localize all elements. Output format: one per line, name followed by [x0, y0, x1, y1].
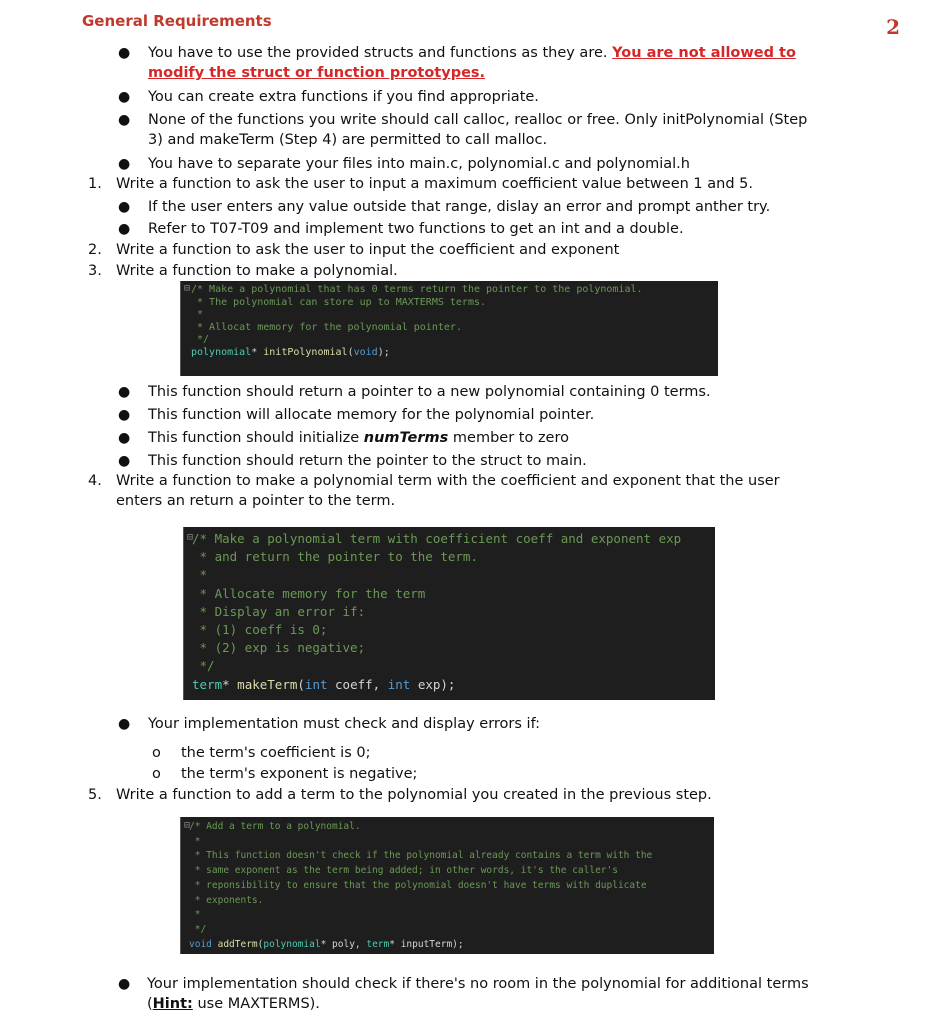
hint-text: use MAXTERMS).: [192, 996, 320, 1012]
code-keyword: void: [189, 938, 212, 950]
bullet-icon: ●: [118, 976, 131, 992]
code-param: * poly,: [320, 938, 367, 950]
bullet-icon: ●: [118, 407, 131, 423]
code-param: exp);: [410, 676, 456, 692]
step4-sub-2: the term's exponent is negative;: [181, 766, 418, 782]
step3-number: 3.: [88, 263, 102, 279]
section-heading: General Requirements: [82, 12, 272, 30]
code-comment-line: /* Add a term to a polynomial.: [189, 821, 361, 832]
code-comment-line: */: [189, 923, 207, 935]
general-item-1-text: You have to use the provided structs and functions as they are.: [148, 45, 613, 61]
code-return-type: polynomial: [191, 346, 252, 358]
step1-number: 1.: [88, 176, 102, 192]
step2-number: 2.: [88, 242, 102, 258]
code-comment-line: * exponents.: [189, 894, 264, 906]
code-comment-line: /* Make a polynomial that has 0 terms return the pointer to the polynomial.: [191, 284, 643, 295]
code-param: * inputTerm);: [389, 938, 464, 950]
code-comment-line: * and return the pointer to the term.: [192, 549, 478, 565]
code-keyword: int: [304, 676, 328, 692]
code-comment-line: * Display an error if:: [192, 603, 366, 619]
step4-line-2: enters an return a pointer to the term.: [116, 493, 396, 509]
step3-bullet-4: This function should return the pointer to the struct to main.: [148, 453, 587, 469]
code-block-make-term: [183, 527, 715, 700]
code-function-name: makeTerm: [237, 676, 298, 692]
hint-label: Hint:: [152, 996, 193, 1012]
code-param-type: term: [366, 938, 390, 950]
bullet-icon: ●: [118, 716, 131, 732]
code-comment-line: *: [189, 835, 201, 847]
bullet-icon: ●: [118, 453, 131, 469]
step5-number: 5.: [88, 787, 102, 803]
code-block-init-polynomial: [180, 281, 718, 376]
code-return-type: term: [192, 676, 223, 692]
code-comment-line: /* Make a polynomial term with coefficient coeff and exponent exp: [192, 531, 682, 546]
code-comment-line: * Allocate memory for the term: [192, 585, 426, 601]
step3-bullet-3: [148, 428, 569, 448]
warning-text-2: modify the struct or function prototypes.: [148, 65, 486, 81]
general-item-2: You can create extra functions if you find appropriate.: [148, 89, 539, 105]
fold-icon: ⊟: [184, 820, 191, 831]
code-param: coeff,: [327, 676, 388, 692]
fold-icon: ⊟: [184, 283, 191, 294]
bullet-icon: ●: [118, 45, 131, 61]
step3-bullet-1: This function should return a pointer to a new polynomial containing 0 terms.: [148, 384, 711, 400]
code-pointer: *: [251, 346, 264, 358]
warning-text-1: You are not allowed to: [612, 45, 796, 61]
step1-text: Write a function to ask the user to input a maximum coefficient value between 1 and 5.: [116, 176, 753, 192]
code-comment-line: * This function doesn't check if the polynomial already contains a term with the: [189, 850, 653, 862]
code-comment-line: */: [191, 334, 210, 346]
step5-bullet-line-1: Your implementation should check if there's no room in the polynomial for additional terms: [147, 976, 809, 992]
code-comment-line: *: [192, 567, 208, 583]
step4-number: 4.: [88, 473, 102, 489]
code-comment-line: * The polynomial can store up to MAXTERMS terms.: [191, 296, 487, 308]
code-block-add-term: [180, 817, 714, 954]
step4-line-1: Write a function to make a polynomial term with the coefficient and exponent that the user: [116, 473, 780, 489]
code-param-type: polynomial: [263, 938, 321, 950]
general-item-1: [148, 43, 796, 63]
code-signature-line: [192, 676, 715, 694]
step4-sub-1: the term's coefficient is 0;: [181, 745, 371, 761]
code-keyword: void: [353, 346, 378, 358]
code-paren: );: [377, 346, 390, 358]
code-paren: (: [257, 938, 264, 950]
code-signature-line: [189, 938, 714, 953]
step1-bullet-1: If the user enters any value outside that range, dislay an error and prompt anther try.: [148, 199, 771, 215]
code-pointer: *: [222, 676, 238, 692]
step3-bullet-3-post: member to zero: [448, 430, 569, 446]
step3-bullet-3-pre: This function should initialize: [148, 430, 364, 446]
step3-text: Write a function to make a polynomial.: [116, 263, 398, 279]
bullet-icon: ●: [118, 384, 131, 400]
code-paren: (: [347, 346, 354, 358]
code-comment-line: */: [192, 658, 215, 674]
code-signature-line: [191, 347, 718, 360]
step3-bullet-2: This function will allocate memory for the polynomial pointer.: [148, 407, 595, 423]
code-function-name: initPolynomial: [263, 346, 348, 358]
code-comment-line: *: [191, 309, 204, 321]
code-keyword: int: [387, 676, 411, 692]
code-comment-line: * same exponent as the term being added; in other words, it's the caller's: [189, 865, 618, 877]
code-comment-line: * (2) exp is negative;: [192, 640, 366, 656]
bullet-icon: ●: [118, 199, 131, 215]
step3-bullet-3-member: numTerms: [363, 430, 449, 446]
bullet-icon: ●: [118, 221, 131, 237]
code-function-name: addTerm: [211, 938, 258, 950]
step2-text: Write a function to ask the user to input the coefficient and exponent: [116, 242, 620, 258]
general-item-3-line2: 3) and makeTerm (Step 4) are permitted to call malloc.: [148, 132, 548, 148]
step5-bullet-line-2: [147, 994, 320, 1014]
fold-icon: ⊟: [187, 532, 194, 543]
bullet-icon: ●: [118, 430, 131, 446]
sub-bullet-icon: o: [152, 745, 161, 761]
sub-bullet-icon: o: [152, 766, 161, 782]
general-item-3-line1: None of the functions you write should call calloc, realloc or free. Only initPolynomial (Step: [148, 112, 808, 128]
step1-bullet-2: Refer to T07-T09 and implement two functions to get an int and a double.: [148, 221, 684, 237]
general-item-4: You have to separate your files into main.c, polynomial.c and polynomial.h: [148, 156, 690, 172]
bullet-icon: ●: [118, 156, 131, 172]
code-comment-line: * Allocat memory for the polynomial pointer.: [191, 321, 462, 333]
page-number: 2: [886, 15, 900, 39]
paren: (: [147, 996, 153, 1012]
step4-bullet: Your implementation must check and display errors if:: [148, 716, 541, 732]
step5-text: Write a function to add a term to the polynomial you created in the previous step.: [116, 787, 712, 803]
bullet-icon: ●: [118, 112, 131, 128]
code-paren: (: [297, 676, 305, 692]
code-comment-line: *: [189, 909, 201, 921]
code-comment-line: * reponsibility to ensure that the polynomial doesn't have terms with duplicate: [189, 879, 647, 891]
code-comment-line: * (1) coeff is 0;: [192, 622, 328, 638]
bullet-icon: ●: [118, 89, 131, 105]
